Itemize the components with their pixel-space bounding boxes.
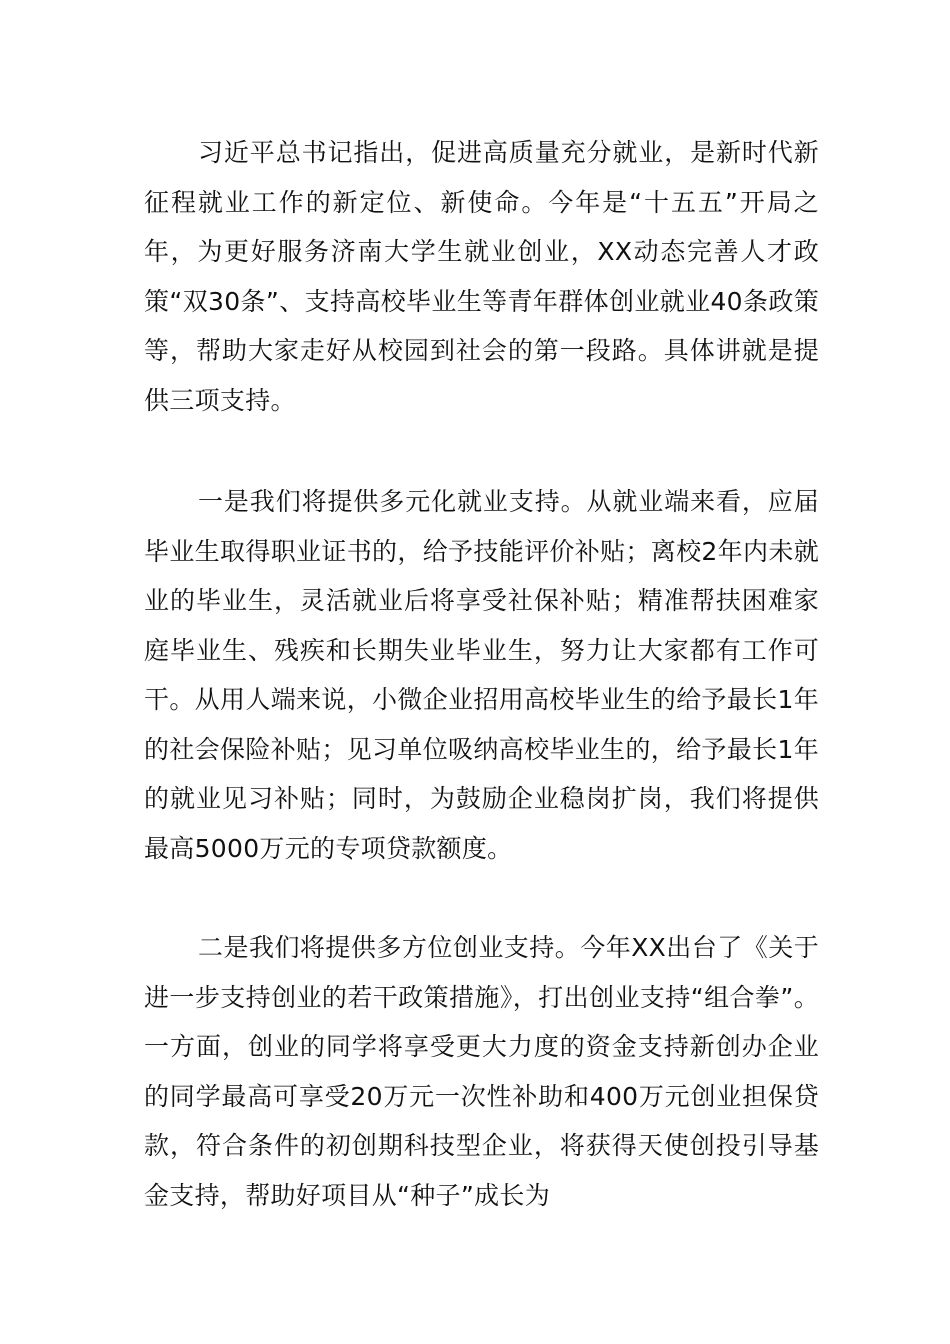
body-paragraph-3: 二是我们将提供多方位创业支持。今年XX出台了《关于进一步支持创业的若干政策措施》，打出创业支持“组合拳”。一方面，创业的同学将享受更大力度的资金支持新创办企业的同学最高可享受20万元一次性补助和400万元创业担保贷款，符合条件的初创期科技型企业，将获得天使创投引导基金支持，帮助好项目从“种子”成长为: [144, 933, 819, 1210]
body-paragraph-2: 一是我们将提供多元化就业支持。从就业端来看，应届毕业生取得职业证书的，给予技能评价补贴；离校2年内未就业的毕业生，灵活就业后将享受社保补贴；精准帮扶困难家庭毕业生、残疾和长期失业毕业生，努力让大家都有工作可干。从用人端来说，小微企业招用高校毕业生的给予最长1年的社会保险补贴；见习单位吸纳高校毕业生的，给予最长1年的就业见习补贴；同时，为鼓励企业稳岗扩岗，我们将提供最高5000万元的专项贷款额度。: [144, 487, 819, 863]
body-paragraph-1: 习近平总书记指出，促进高质量充分就业，是新时代新征程就业工作的新定位、新使命。今年是“十五五”开局之年，为更好服务济南大学生就业创业，XX动态完善人才政策“双30条”、支持高校毕业生等青年群体创业就业40条政策等，帮助大家走好从校园到社会的第一段路。具体讲就是提供三项支持。: [144, 138, 819, 415]
